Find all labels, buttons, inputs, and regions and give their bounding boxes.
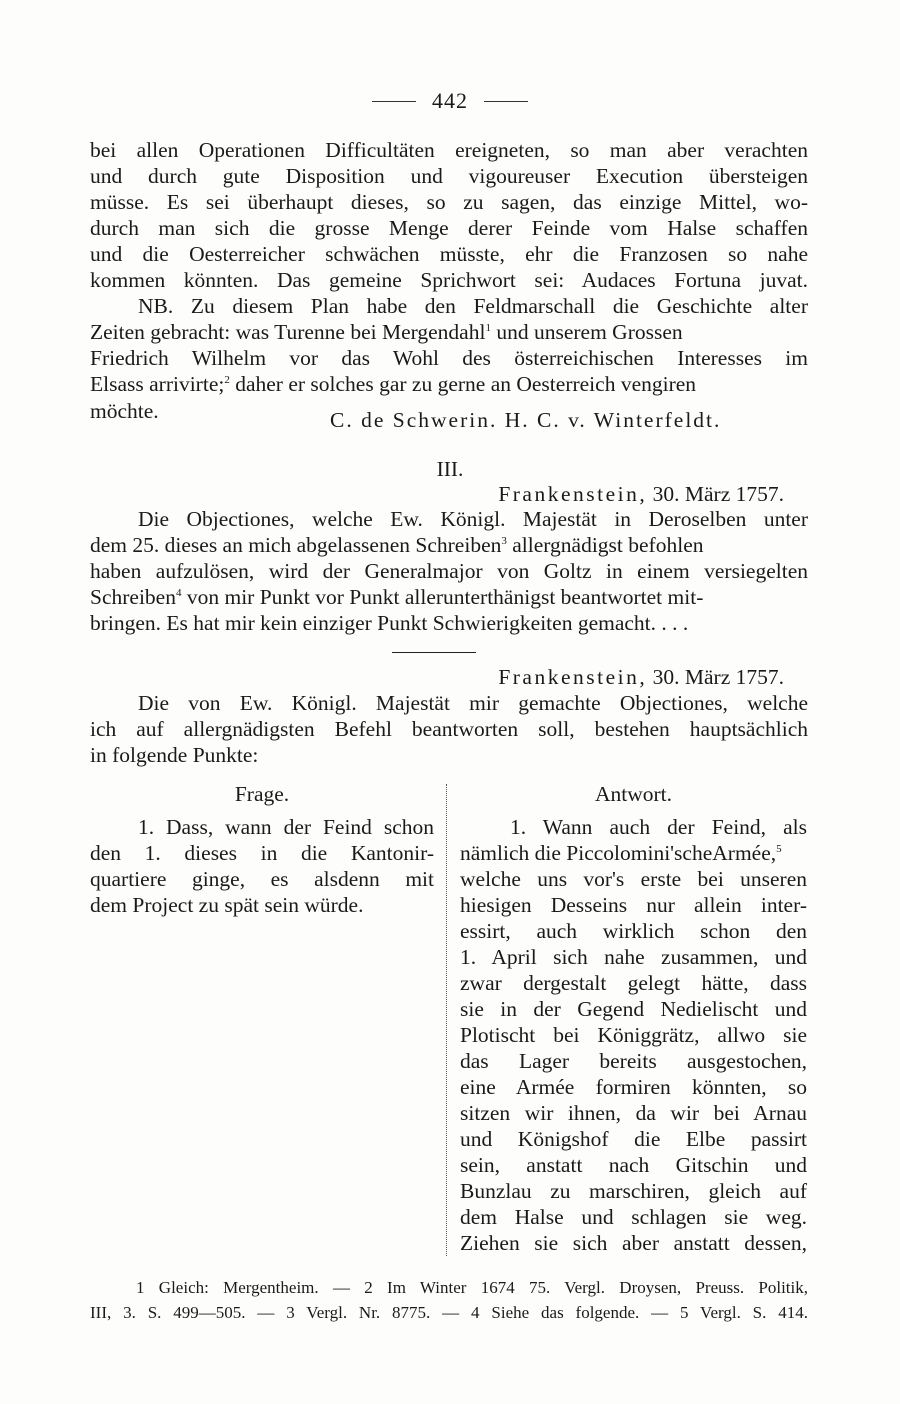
body-line: Friedrich Wilhelm vor das Wohl des österreichischen Interesses im [90, 346, 808, 370]
body-line [90, 371, 808, 397]
body-line: haben aufzulösen, wird der Generalmajor von Goltz in einem versiegelten [90, 559, 808, 583]
body-line: Die Objectiones, welche Ew. Königl. Majestät in Deroselben unter [138, 507, 808, 531]
text-span: nämlich die Piccolomini'scheArmée, [460, 841, 777, 865]
page-header [0, 88, 900, 114]
footnote-marker: 4 [175, 586, 182, 599]
text-span: Elsass arrivirte; [90, 372, 225, 396]
antwort-line: sein, anstatt nach Gitschin und [460, 1153, 807, 1177]
dateline [90, 664, 784, 690]
text-span: daher er solches gar zu gerne an Oesterreich vengiren [235, 372, 697, 396]
antwort-line: welche uns vor's erste bei unseren [460, 867, 807, 891]
antwort-line: 1. Wann auch der Feind, als [510, 815, 807, 839]
body-line: bei allen Operationen Difficultäten ereigneten, so man aber verachten [90, 138, 808, 162]
text-span: dem 25. dieses an mich abgelassenen Schreiben [90, 533, 502, 557]
signature: C. de Schwerin. H. C. v. Winterfeldt. [330, 408, 722, 432]
frage-line: 1. Dass, wann der Feind schon [138, 815, 434, 839]
footnote-marker: 5 [776, 842, 782, 855]
body-line: müsse. Es sei überhaupt dieses, so zu sagen, das einzige Mittel, wo- [90, 190, 808, 214]
section-number: III. [436, 457, 464, 481]
antwort-line: und Königshof die Elbe passirt [460, 1127, 807, 1151]
body-line [90, 584, 808, 610]
body-line: und die Oesterreicher schwächen müsste, ehr die Franzosen so nahe [90, 242, 808, 266]
frage-line: dem Project zu spät sein würde. [90, 893, 364, 917]
footnote-line: III, 3. S. 499—505. — 3 Vergl. Nr. 8775. — 4 Siehe das folgende. — 5 Vergl. S. 414. [90, 1303, 808, 1322]
antwort-line: das Lager bereits ausgestochen, [460, 1049, 807, 1073]
body-line [90, 319, 808, 345]
dateline-date: 30. März 1757. [652, 482, 784, 506]
antwort-line: Plotischt bei Königgrätz, allwo sie [460, 1023, 807, 1047]
text-span: allergnädigst befohlen [512, 533, 704, 557]
antwort-line: dem Halse und schlagen sie weg. [460, 1205, 807, 1229]
antwort-line: essirt, auch wirklich schon den [460, 919, 807, 943]
body-line: NB. Zu diesem Plan habe den Feldmarschall die Geschichte alter [138, 294, 808, 318]
column-heading-frage: Frage. [234, 782, 290, 806]
body-line: möchte. [90, 399, 159, 423]
antwort-line: 1. April sich nahe zusammen, und [460, 945, 807, 969]
section-divider [392, 652, 476, 653]
antwort-line: Bunzlau zu marschiren, gleich auf [460, 1179, 807, 1203]
body-line: Die von Ew. Königl. Majestät mir gemachte Objectiones, welche [138, 691, 808, 715]
text-span: Schreiben [90, 585, 176, 609]
antwort-line: sie in der Gegend Nedielischt und [460, 997, 807, 1021]
column-separator [446, 784, 447, 1256]
frage-line: quartiere ginge, es alsdenn mit [90, 867, 434, 891]
text-span: und unserem Grossen [496, 320, 683, 344]
body-line: ich auf allergnädigsten Befehl beantworten soll, bestehen hauptsächlich [90, 717, 808, 741]
header-rule-left [372, 101, 416, 102]
antwort-line: hiesigen Desseins nur allein inter- [460, 893, 807, 917]
body-line: und durch gute Disposition und vigoureuser Execution übersteigen [90, 164, 808, 188]
body-line [90, 532, 808, 558]
dateline-place: Frankenstein, [498, 482, 648, 506]
antwort-line [460, 840, 807, 866]
footnote-line: 1 Gleich: Mergentheim. — 2 Im Winter 1674 75. Vergl. Droysen, Preuss. Politik, [136, 1278, 808, 1297]
footnote-marker: 2 [224, 373, 230, 386]
text-span: Zeiten gebracht: was Turenne bei Mergendahl [90, 320, 486, 344]
footnote-marker: 3 [501, 534, 507, 547]
antwort-line: Ziehen sie sich aber anstatt dessen, [460, 1231, 807, 1255]
frage-line: den 1. dieses in die Kantonir- [90, 841, 434, 865]
dateline [90, 481, 784, 507]
antwort-line: eine Armée formiren könnten, so [460, 1075, 807, 1099]
text-span: von mir Punkt vor Punkt allerunterthänigst beantwortet mit- [186, 585, 704, 609]
body-line: bringen. Es hat mir kein einziger Punkt Schwierigkeiten gemacht. . . . [90, 611, 689, 635]
page-number: 442 [432, 88, 468, 113]
header-rule-right [484, 101, 528, 102]
body-line: in folgende Punkte: [90, 743, 259, 767]
dateline-date: 30. März 1757. [652, 665, 784, 689]
column-heading-antwort: Antwort. [594, 782, 673, 806]
footnote-marker: 1 [485, 321, 491, 334]
antwort-line: sitzen wir ihnen, da wir bei Arnau [460, 1101, 807, 1125]
body-line: durch man sich die grosse Menge derer Feinde vom Halse schaffen [90, 216, 808, 240]
antwort-line: zwar dergestalt gelegt hätte, dass [460, 971, 807, 995]
dateline-place: Frankenstein, [498, 665, 648, 689]
body-line: kommen könnten. Das gemeine Sprichwort sei: Audaces Fortuna juvat. [90, 268, 808, 292]
